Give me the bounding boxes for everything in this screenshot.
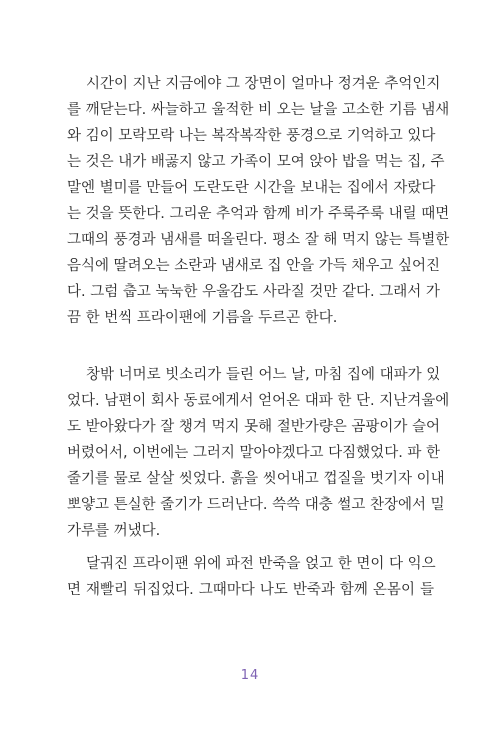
- text-line: 시간이 지난 지금에야 그 장면이 얼마나 정겨운 추억인지: [86, 76, 441, 92]
- text-line: 음식에 딸려오는 소란과 냄새로 집 안을 가득 채우고 싶어진: [67, 258, 441, 274]
- text-line: 다. 그럼 춥고 눅눅한 우울감도 사라질 것만 같다. 그래서 가: [67, 284, 440, 300]
- text-line: 뽀얗고 튼실한 줄기가 드러난다. 쓱쓱 대충 썰고 찬장에서 밀: [67, 497, 445, 513]
- text-line: 창밖 너머로 빗소리가 들린 어느 날, 마침 집에 대파가 있: [86, 367, 441, 383]
- text-line: 줄기를 물로 살살 씻었다. 흙을 씻어내고 껍질을 벗기자 이내: [67, 471, 445, 487]
- text-line: 끔 한 번씩 프라이팬에 기름을 두르곤 한다.: [67, 310, 338, 326]
- page-number: 14: [240, 668, 260, 683]
- text-line: 는 것은 내가 배곯지 않고 가족이 모여 앉아 밥을 먹는 집, 주: [67, 154, 445, 170]
- text-line: 를 깨닫는다. 싸늘하고 울적한 비 오는 날을 고소한 기름 냄새: [67, 102, 450, 118]
- text-line: 말엔 별미를 만들어 도란도란 시간을 보내는 집에서 자랐다: [67, 180, 436, 196]
- text-line: 달궈진 프라이팬 위에 파전 반죽을 얹고 한 면이 다 익으: [86, 556, 436, 572]
- text-line: 버렸어서, 이번에는 그러지 말아야겠다고 다짐했었다. 파 한: [67, 445, 441, 461]
- text-line: 는 것을 뜻한다. 그리운 추억과 함께 비가 주룩주룩 내릴 때면: [67, 206, 450, 222]
- text-line: 가루를 꺼냈다.: [67, 523, 161, 539]
- text-line: 그때의 풍경과 냄새를 떠올린다. 평소 잘 해 먹지 않는 특별한: [67, 232, 450, 248]
- text-line: 도 받아왔다가 잘 챙겨 먹지 못해 절반가량은 곰팡이가 슬어: [67, 419, 441, 435]
- text-line: 었다. 남편이 회사 동료에게서 얻어온 대파 한 단. 지난겨울에: [67, 393, 450, 409]
- text-line: 면 재빨리 뒤집었다. 그때마다 나도 반죽과 함께 온몸이 들: [67, 582, 434, 598]
- text-line: 와 김이 모락모락 나는 복작복작한 풍경으로 기억하고 있다: [67, 128, 436, 144]
